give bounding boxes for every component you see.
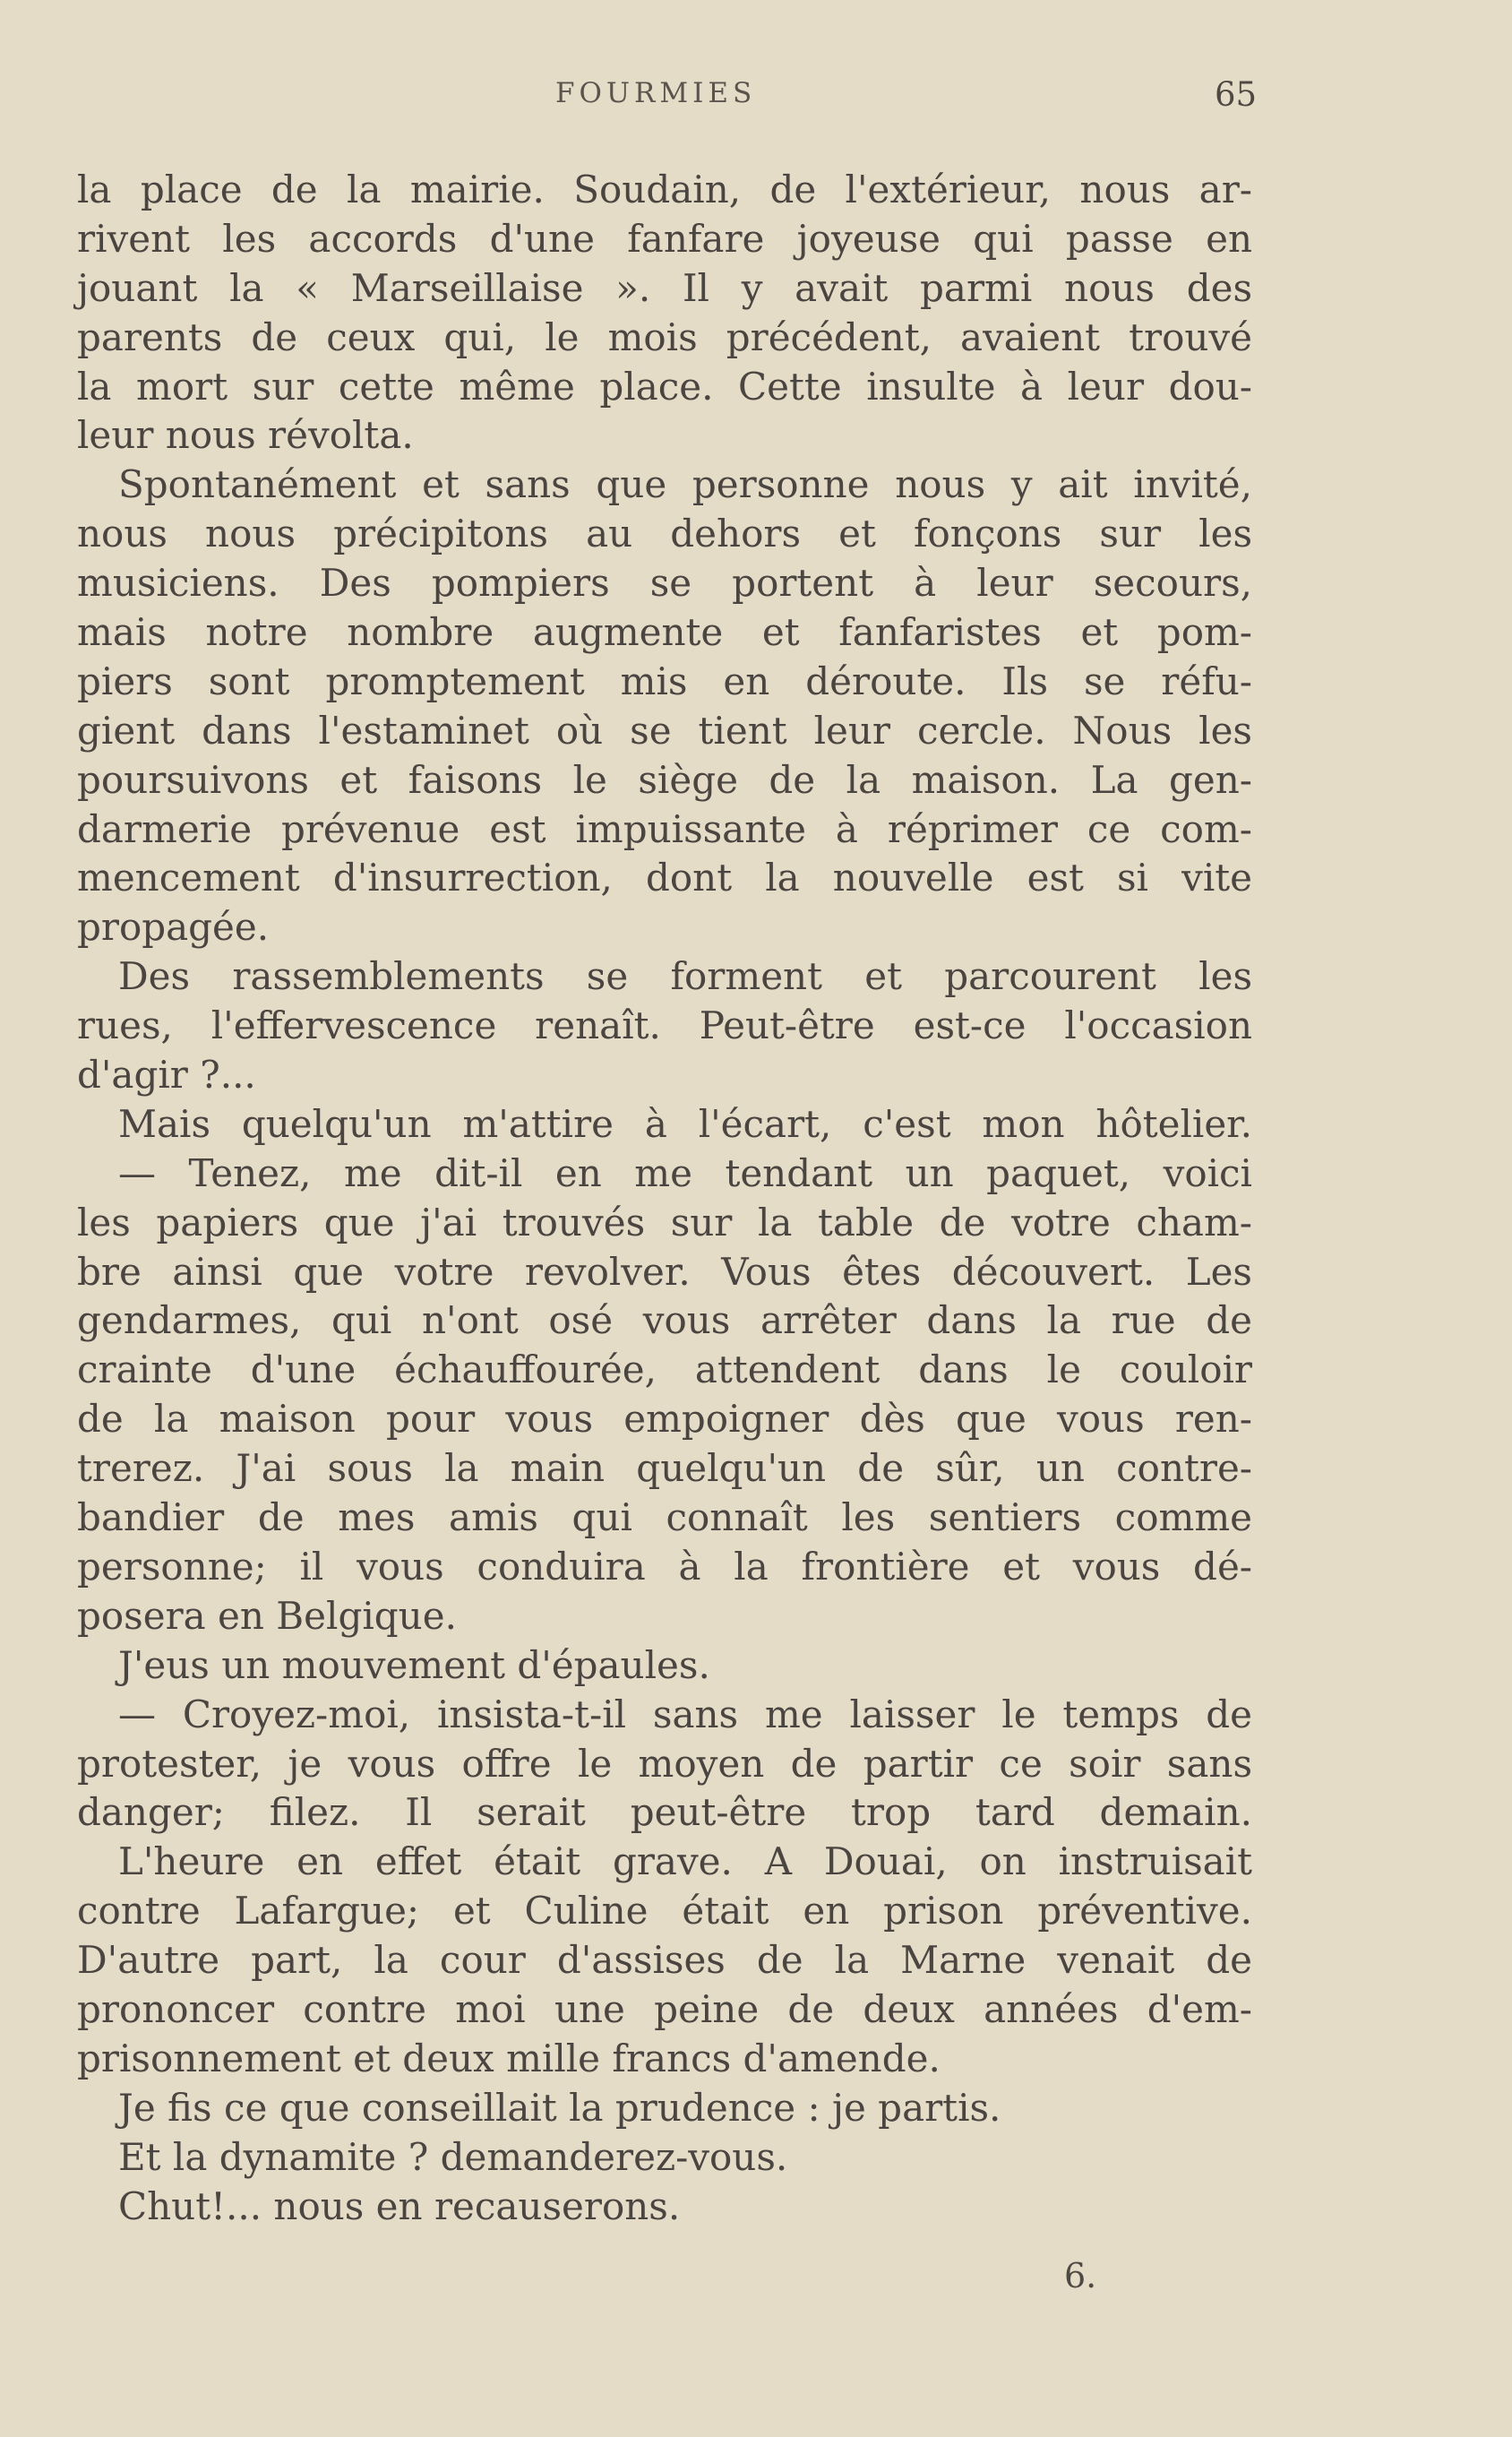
text-line: rues, l'effervescence renaît. Peut-être est-ce l'occasion <box>77 1003 1252 1048</box>
text-line: personne; il vous conduira à la frontière et vous dé- <box>77 1544 1252 1589</box>
text-line: bre ainsi que votre revolver. Vous êtes découvert. Les <box>77 1249 1252 1294</box>
text-line: rivent les accords d'une fanfare joyeuse qui passe en <box>77 216 1252 261</box>
text-line: Des rassemblements se forment et parcourent les <box>118 954 1252 999</box>
text-line: Je fis ce que conseillait la prudence : je partis. <box>118 2085 1001 2130</box>
text-line: prisonnement et deux mille francs d'amende. <box>77 2036 941 2080</box>
text-line: prononcer contre moi une peine de deux années d'em- <box>77 1986 1252 2031</box>
text-line: Mais quelqu'un m'attire à l'écart, c'est mon hôtelier. <box>118 1101 1252 1146</box>
text-line: gient dans l'estaminet où se tient leur cercle. Nous les <box>77 708 1252 753</box>
text-line: de la maison pour vous empoigner dès que vous ren- <box>77 1397 1252 1442</box>
text-line: darmerie prévenue est impuissante à réprimer ce com- <box>77 806 1252 851</box>
text-line: poursuivons et faisons le siège de la maison. La gen- <box>77 757 1252 802</box>
text-line: les papiers que j'ai trouvés sur la table de votre cham- <box>77 1200 1252 1244</box>
text-line: danger; filez. Il serait peut-être trop tard demain. <box>77 1790 1252 1835</box>
text-line: D'autre part, la cour d'assises de la Marne venait de <box>77 1938 1252 1983</box>
text-line: jouant la « Marseillaise ». Il y avait parmi nous des <box>77 265 1252 310</box>
text-line: Et la dynamite ? demanderez-vous. <box>118 2134 788 2179</box>
page-text <box>77 166 1252 2231</box>
text-line: piers sont promptement mis en déroute. Ils se réfu- <box>77 659 1252 703</box>
text-line: gendarmes, qui n'ont osé vous arrêter dans la rue de <box>77 1298 1252 1343</box>
text-line: bandier de mes amis qui connaît les sentiers comme <box>77 1495 1252 1540</box>
text-line: nous nous précipitons au dehors et fonçons sur les <box>77 512 1252 556</box>
text-line: mencement d'insurrection, dont la nouvelle est si vite <box>77 856 1252 900</box>
text-line: propagée. <box>77 905 270 950</box>
text-line: la place de la mairie. Soudain, de l'extérieur, nous ar- <box>77 168 1252 211</box>
text-line: trerez. J'ai sous la main quelqu'un de sûr, un contre- <box>77 1446 1252 1491</box>
text-line: musiciens. Des pompiers se portent à leur secours, <box>77 561 1252 606</box>
text-line: la mort sur cette même place. Cette insulte à leur dou- <box>77 364 1252 409</box>
text-line: — Croyez-moi, insista-t-il sans me laisser le temps de <box>118 1692 1252 1736</box>
text-line: posera en Belgique. <box>77 1593 457 1638</box>
text-line: — Tenez, me dit-il en me tendant un paquet, voici <box>118 1150 1252 1195</box>
text-line: J'eus un mouvement d'épaules. <box>118 1642 710 1687</box>
page-number: 65 <box>1215 75 1258 114</box>
signature-mark: 6. <box>1064 2256 1097 2295</box>
text-line: mais notre nombre augmente et fanfaristes et pom- <box>77 610 1252 655</box>
text-line: crainte d'une échauffourée, attendent dans le couloir <box>77 1348 1252 1392</box>
text-line: contre Lafargue; et Culine était en prison préventive. <box>77 1889 1252 1933</box>
text-line: Chut!... nous en recauserons. <box>118 2183 681 2228</box>
running-head: FOURMIES <box>555 77 757 109</box>
text-line: Spontanément et sans que personne nous y ait invité, <box>118 462 1252 507</box>
text-line: L'heure en effet était grave. A Douai, on instruisait <box>118 1839 1252 1884</box>
text-line: d'agir ?... <box>77 1053 256 1098</box>
text-line: protester, je vous offre le moyen de partir ce soir sans <box>77 1741 1252 1786</box>
text-line: parents de ceux qui, le mois précédent, avaient trouvé <box>77 314 1252 359</box>
text-line: leur nous révolta. <box>77 413 414 458</box>
